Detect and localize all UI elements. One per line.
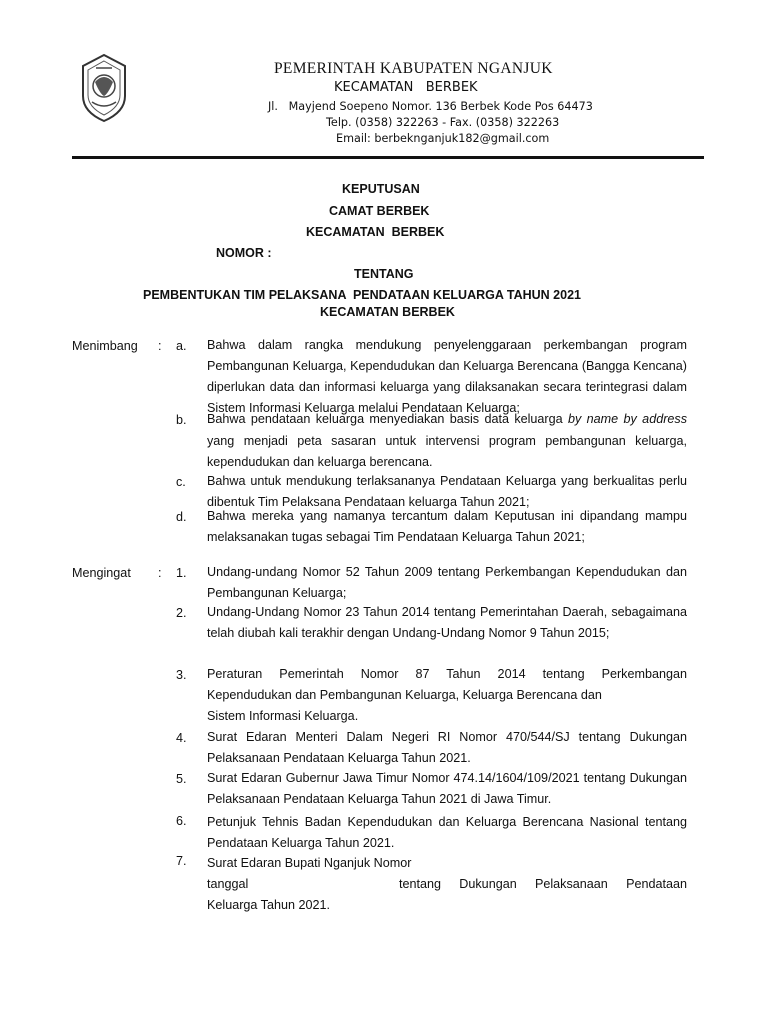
mengingat-item-5: Surat Edaran Gubernur Jawa Timur Nomor 474.14/1604/109/2021 tentang Dukungan Pelaksanaan Pendataan Keluarga Tahun 2021 di Jawa Timur. [207,771,687,806]
menimbang-item-b: Bahwa pendataan keluarga menyediakan basis data keluarga by name by address yang menjadi peta sasaran untuk intervensi program pembangunan keluarga, kependudukan dan keluarga berencana. [207,412,687,469]
mengingat-item-3-line-3: Sistem Informasi Keluarga. [207,709,359,723]
decree-district: KECAMATAN BERBEK [306,225,445,239]
mengingat-item-4: Surat Edaran Menteri Dalam Negeri RI Nomor 470/544/SJ tentang Dukungan Pelaksanaan Pendataan Keluarga Tahun 2021. [207,730,687,765]
menimbang-marker-c: c. [176,475,186,489]
mengingat-item-3 [207,664,687,727]
emphasis-by-name-by-address: by name by address [568,412,687,426]
mengingat-label: Mengingat [72,566,131,580]
menimbang-item-d: Bahwa mereka yang namanya tercantum dalam Keputusan ini dipandang mampu melaksanakan tugas sebagai Tim Pendataan Keluarga Tahun 2021; [207,509,687,544]
mengingat-marker-6: 6. [176,814,187,828]
letterhead-email: Email: berbeknganjuk182@gmail.com [336,132,550,145]
mengingat-item-3-line-1: Peraturan Pemerintah Nomor 87 Tahun 2014 tentang Perkembangan [207,667,687,681]
letterhead-district: KECAMATAN BERBEK [334,80,478,95]
mengingat-marker-2: 2. [176,606,187,620]
menimbang-marker-b: b. [176,413,187,427]
menimbang-colon: : [158,339,162,353]
menimbang-item-c: Bahwa untuk mendukung terlaksananya Pendataan Keluarga yang berkualitas perlu dibentuk Tim Pelaksana Pendataan keluarga Tahun 2021; [207,474,687,509]
decree-subject-district: KECAMATAN BERBEK [320,305,455,319]
decree-title: KEPUTUSAN [342,182,420,196]
menimbang-label: Menimbang [72,339,138,353]
mengingat-marker-7: 7. [176,854,187,868]
letterhead-divider [72,156,704,159]
decree-issuer: CAMAT BERBEK [329,204,430,218]
mengingat-item-7-tanggal: tanggal [207,877,249,891]
mengingat-item-3-line-2: Kependudukan dan Pembangunan Keluarga, Keluarga Berencana dan [207,688,602,702]
menimbang-marker-a: a. [176,339,187,353]
decree-subject: PEMBENTUKAN TIM PELAKSANA PENDATAAN KELUARGA TAHUN 2021 [143,288,581,302]
decree-number: NOMOR : [216,246,272,260]
mengingat-item-7-line-2: tentang Dukungan Pelaksanaan Pendataan [399,877,687,891]
mengingat-item-7 [207,853,687,916]
mengingat-item-7-line-3: Keluarga Tahun 2021. [207,898,331,912]
mengingat-item-6: Petunjuk Tehnis Badan Kependudukan dan Keluarga Berencana Nasional tentang Pendataan Keluarga Tahun 2021. [207,815,687,850]
mengingat-marker-1: 1. [176,566,187,580]
mengingat-marker-5: 5. [176,772,187,786]
mengingat-marker-4: 4. [176,731,187,745]
district-emblem-logo [78,52,130,124]
letterhead-phone: Telp. (0358) 322263 - Fax. (0358) 322263 [326,116,560,129]
decree-about: TENTANG [354,267,414,281]
mengingat-item-7-line-1: Surat Edaran Bupati Nganjuk Nomor [207,856,412,870]
mengingat-item-1: Undang-undang Nomor 52 Tahun 2009 tentang Perkembangan Kependudukan dan Pembangunan Keluarga; [207,565,687,600]
mengingat-marker-3: 3. [176,668,187,682]
mengingat-item-7-line-2-row [207,874,687,895]
mengingat-colon: : [158,566,162,580]
mengingat-item-2: Undang-Undang Nomor 23 Tahun 2014 tentang Pemerintahan Daerah, sebagaimana telah diubah kali terakhir dengan Undang-Undang Nomor 9 Tahun 2015; [207,605,687,640]
menimbang-marker-d: d. [176,510,187,524]
letterhead-address: Jl. Mayjend Soepeno Nomor. 136 Berbek Kode Pos 64473 [268,100,593,113]
letterhead-government: PEMERINTAH KABUPATEN NGANJUK [274,60,553,77]
menimbang-item-a: Bahwa dalam rangka mendukung penyelenggaraan perkembangan program Pembangunan Keluarga, Kependudukan dan Keluarga Berencana (Bangga Kencana) diperlukan data dan informasi keluarga yang dilaksanakan secara terintegrasi dalam Sistem Informasi Keluarga melalui Pendataan Keluarga; [207,338,687,415]
